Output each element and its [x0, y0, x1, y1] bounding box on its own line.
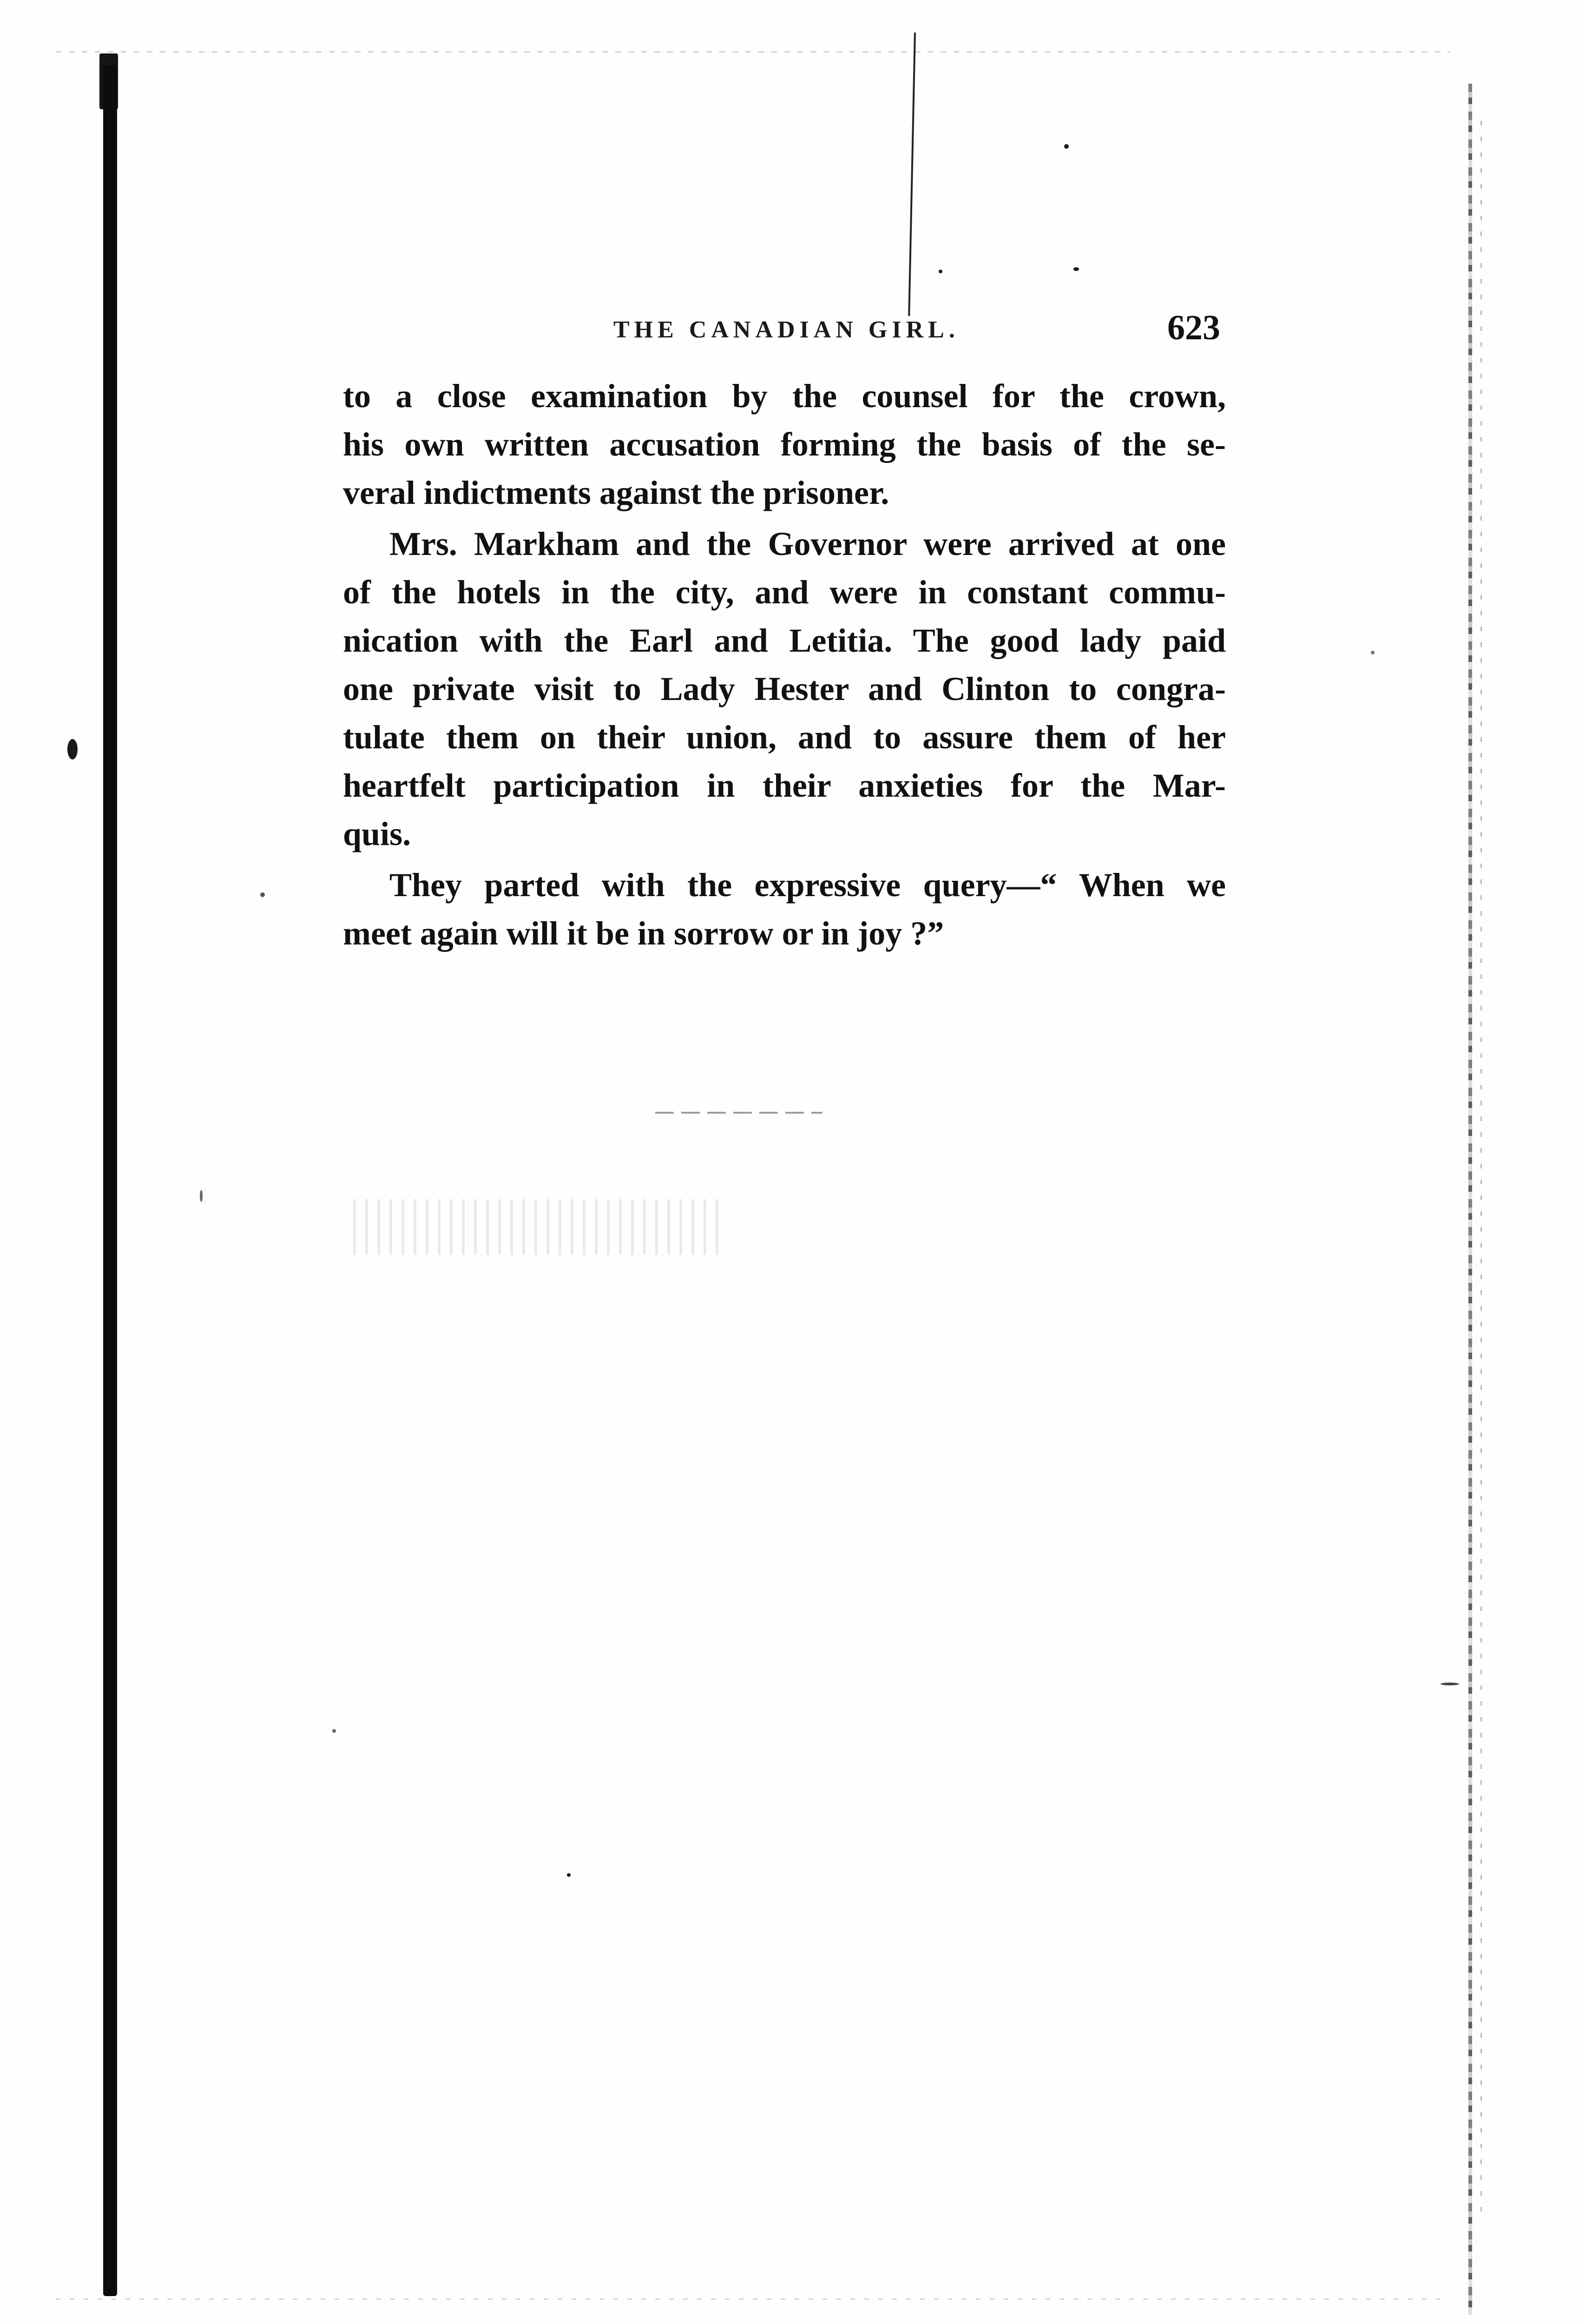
dust-speck: [332, 1729, 336, 1733]
page-number: 623: [1167, 308, 1220, 347]
text-line: meet again will it be in sorrow or in joy ?”: [343, 915, 944, 952]
bleed-through-marks: [353, 1199, 725, 1255]
right-page-edge: [1468, 84, 1472, 2315]
text-line: Mrs. Markham and the Governor were arrived at one: [389, 525, 1226, 562]
right-page-edge-shadow: [1480, 121, 1482, 2212]
text-line: of the hotels in the city, and were in constant commu-: [343, 574, 1226, 611]
running-head-title: THE CANADIAN GIRL.: [613, 317, 960, 343]
text-line: to a close examination by the counsel for the crown,: [343, 377, 1226, 415]
dust-speck: [939, 270, 942, 273]
text-line: one private visit to Lady Hester and Clinton to congra-: [343, 670, 1226, 707]
text-line: nication with the Earl and Letitia. The good lady paid: [343, 622, 1226, 659]
dust-speck: [67, 739, 78, 759]
text-line: veral indictments against the prisoner.: [343, 474, 889, 511]
text-line: quis.: [343, 815, 411, 852]
dust-speck: [1073, 267, 1079, 271]
text-line: his own written accusation forming the basis of the se-: [343, 426, 1226, 463]
dust-speck: [1371, 651, 1375, 654]
text-line: tulate them on their union, and to assure them of her: [343, 719, 1226, 756]
dust-speck: [1441, 1683, 1459, 1685]
binding-gutter: [103, 65, 117, 2296]
text-line: heartfelt participation in their anxieties for the Mar-: [343, 767, 1226, 804]
dust-speck: [260, 892, 265, 897]
text-line: They parted with the expressive query—“ When we: [389, 866, 1226, 904]
top-page-edge: [56, 51, 1450, 53]
dust-speck: [200, 1190, 203, 1202]
bottom-page-edge: [56, 2298, 1450, 2300]
faint-rule: [655, 1112, 822, 1114]
body-text: [343, 372, 1226, 957]
scan-scratch-line: [908, 33, 916, 316]
dust-speck: [1064, 144, 1069, 149]
dust-speck: [567, 1873, 571, 1877]
